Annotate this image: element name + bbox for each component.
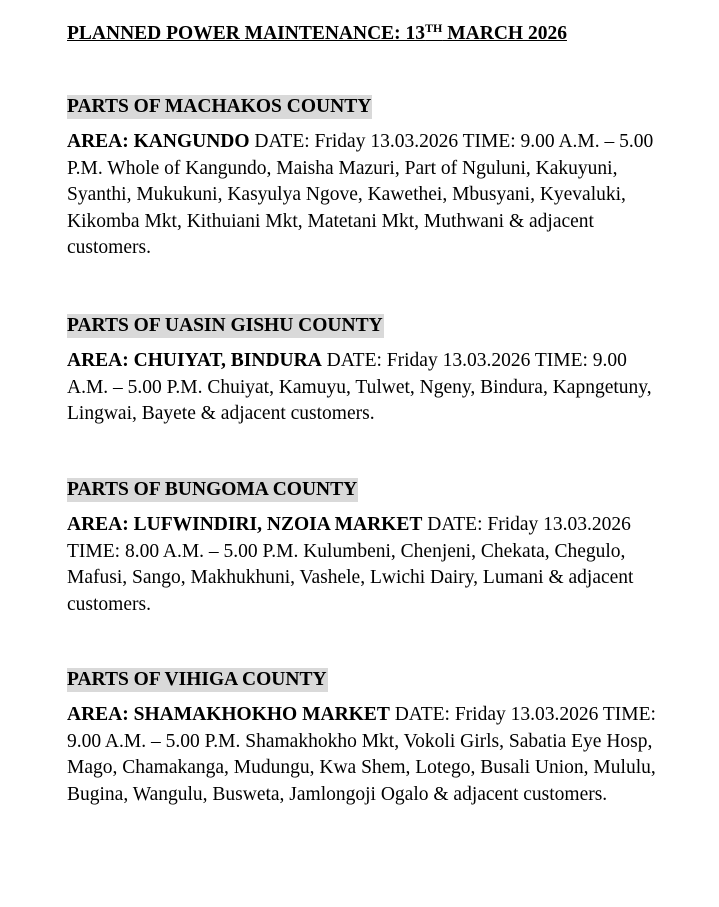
section-heading: PARTS OF BUNGOMA COUNTY (67, 479, 358, 500)
area-details: DATE: Friday 13.03.2026 TIME: 9.00 A.M. – 5.00 P.M. Whole of Kangundo, Maisha Mazuri, Part of Nguluni, Kakuyuni, Syanthi, Mukukuni, Kasyulya Ngove, Kawethei, Mbusyani, Kyevaluki, Kikomba Mkt, Kithuiani Mkt, Matetani Mkt, Muthwani & adjacent customers. (67, 131, 654, 258)
area-details: DATE: Friday 13.03.2026 TIME: 8.00 A.M. – 5.00 P.M. Kulumbeni, Chenjeni, Chekata, Chegulo, Mafusi, Sango, Makhukhuni, Vashele, Lwichi Dairy, Lumani & adjacent customers. (67, 514, 634, 615)
page-title-main: PLANNED POWER MAINTENANCE: 13 (67, 23, 426, 44)
page-title-tail: MARCH 2026 (442, 23, 567, 44)
section-bungoma (67, 478, 662, 618)
page-title-superscript: TH (425, 21, 443, 35)
section-uasin-gishu (67, 314, 662, 428)
section-heading: PARTS OF VIHIGA COUNTY (67, 669, 327, 690)
section-machakos (67, 95, 662, 262)
section-body (67, 702, 662, 808)
area-label: AREA: SHAMAKHOKHO MARKET (67, 704, 390, 725)
area-details: DATE: Friday 13.03.2026 TIME: 9.00 A.M. – 5.00 P.M. Shamakhokho Mkt, Vokoli Girls, Sabatia Eye Hosp, Mago, Chamakanga, Mudungu, Kwa Shem, Lotego, Busali Union, Mululu, Bugina, Wangulu, Busweta, Jamlongoji Ogalo & adjacent customers. (67, 704, 656, 805)
section-body (67, 129, 662, 262)
area-details: DATE: Friday 13.03.2026 TIME: 9.00 A.M. – 5.00 P.M. Chuiyat, Kamuyu, Tulwet, Ngeny, Bindura, Kapngetuny, Lingwai, Bayete & adjacent customers. (67, 350, 652, 424)
area-label: AREA: CHUIYAT, BINDURA (67, 350, 322, 371)
section-heading: PARTS OF MACHAKOS COUNTY (67, 96, 372, 117)
area-label: AREA: KANGUNDO (67, 131, 250, 152)
page-title (67, 20, 567, 48)
section-vihiga (67, 668, 662, 808)
area-label: AREA: LUFWINDIRI, NZOIA MARKET (67, 514, 423, 535)
section-body (67, 348, 662, 428)
section-body (67, 512, 662, 618)
section-heading: PARTS OF UASIN GISHU COUNTY (67, 315, 383, 336)
